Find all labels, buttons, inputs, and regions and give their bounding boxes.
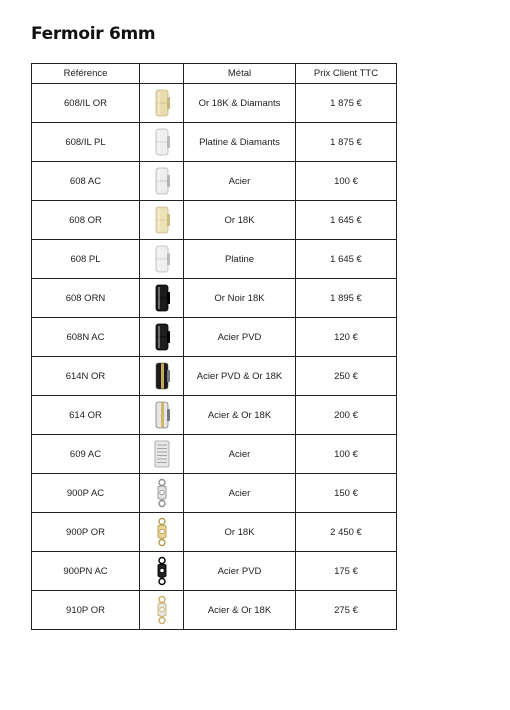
cell-image — [140, 591, 184, 630]
cell-reference: 608/IL PL — [32, 123, 140, 162]
cell-image — [140, 162, 184, 201]
cell-price: 200 € — [296, 396, 397, 435]
clasp-steel-ribbed-icon — [152, 439, 172, 469]
cell-image — [140, 201, 184, 240]
cell-image — [140, 240, 184, 279]
cell-price: 1 645 € — [296, 240, 397, 279]
cell-reference: 614N OR — [32, 357, 140, 396]
cell-image — [140, 435, 184, 474]
cell-image — [140, 396, 184, 435]
table-row — [32, 396, 397, 435]
cell-metal: Acier — [184, 435, 296, 474]
cell-reference: 608 PL — [32, 240, 140, 279]
cell-price: 1 645 € — [296, 201, 397, 240]
clasp-gold-swivel-icon — [152, 517, 172, 547]
clasp-gold-icon — [152, 205, 172, 235]
cell-metal: Acier & Or 18K — [184, 591, 296, 630]
cell-metal: Or 18K — [184, 201, 296, 240]
cell-image — [140, 318, 184, 357]
clasp-gold-diamond-icon — [152, 88, 172, 118]
cell-reference: 608 ORN — [32, 279, 140, 318]
cell-reference: 614 OR — [32, 396, 140, 435]
clasp-platinum-diamond-icon — [152, 127, 172, 157]
cell-image — [140, 84, 184, 123]
clasp-black-gold-icon — [152, 283, 172, 313]
cell-image — [140, 279, 184, 318]
table-row — [32, 162, 397, 201]
cell-reference: 608 OR — [32, 201, 140, 240]
cell-reference: 900P OR — [32, 513, 140, 552]
table-body — [32, 84, 397, 630]
table-row — [32, 591, 397, 630]
cell-image — [140, 123, 184, 162]
cell-reference: 609 AC — [32, 435, 140, 474]
header-metal: Métal — [184, 64, 296, 84]
cell-price: 175 € — [296, 552, 397, 591]
cell-price: 275 € — [296, 591, 397, 630]
cell-reference: 910P OR — [32, 591, 140, 630]
price-table — [31, 63, 397, 630]
clasp-steel-gold-band-icon — [152, 400, 172, 430]
cell-price: 120 € — [296, 318, 397, 357]
table-row — [32, 318, 397, 357]
table-row — [32, 84, 397, 123]
table-header-row — [32, 64, 397, 84]
clasp-black-gold-band-icon — [152, 361, 172, 391]
cell-image — [140, 474, 184, 513]
cell-metal: Acier — [184, 474, 296, 513]
cell-reference: 900PN AC — [32, 552, 140, 591]
table-row — [32, 552, 397, 591]
table-row — [32, 474, 397, 513]
cell-price: 1 895 € — [296, 279, 397, 318]
cell-reference: 900P AC — [32, 474, 140, 513]
cell-price: 1 875 € — [296, 84, 397, 123]
cell-reference: 608/IL OR — [32, 84, 140, 123]
cell-metal: Acier — [184, 162, 296, 201]
cell-image — [140, 513, 184, 552]
cell-metal: Acier PVD & Or 18K — [184, 357, 296, 396]
cell-price: 100 € — [296, 162, 397, 201]
table-row — [32, 240, 397, 279]
clasp-steel-icon — [152, 166, 172, 196]
page-title: Fermoir 6mm — [31, 24, 156, 44]
table-row — [32, 357, 397, 396]
table-row — [32, 123, 397, 162]
clasp-black-steel-icon — [152, 322, 172, 352]
header-image — [140, 64, 184, 84]
header-price: Prix Client TTC — [296, 64, 397, 84]
cell-price: 2 450 € — [296, 513, 397, 552]
cell-price: 250 € — [296, 357, 397, 396]
cell-price: 100 € — [296, 435, 397, 474]
cell-metal: Or 18K — [184, 513, 296, 552]
table-row — [32, 279, 397, 318]
cell-price: 1 875 € — [296, 123, 397, 162]
cell-metal: Or 18K & Diamants — [184, 84, 296, 123]
cell-reference: 608 AC — [32, 162, 140, 201]
clasp-steel-swivel-icon — [152, 478, 172, 508]
cell-image — [140, 552, 184, 591]
cell-metal: Acier & Or 18K — [184, 396, 296, 435]
clasp-steel-gold-swivel-icon — [152, 595, 172, 625]
cell-metal: Acier PVD — [184, 552, 296, 591]
cell-reference: 608N AC — [32, 318, 140, 357]
clasp-platinum-icon — [152, 244, 172, 274]
cell-metal: Or Noir 18K — [184, 279, 296, 318]
clasp-black-swivel-icon — [152, 556, 172, 586]
cell-metal: Acier PVD — [184, 318, 296, 357]
header-reference: Référence — [32, 64, 140, 84]
cell-metal: Platine — [184, 240, 296, 279]
cell-metal: Platine & Diamants — [184, 123, 296, 162]
table-row — [32, 201, 397, 240]
cell-price: 150 € — [296, 474, 397, 513]
cell-image — [140, 357, 184, 396]
table-row — [32, 435, 397, 474]
table-row — [32, 513, 397, 552]
